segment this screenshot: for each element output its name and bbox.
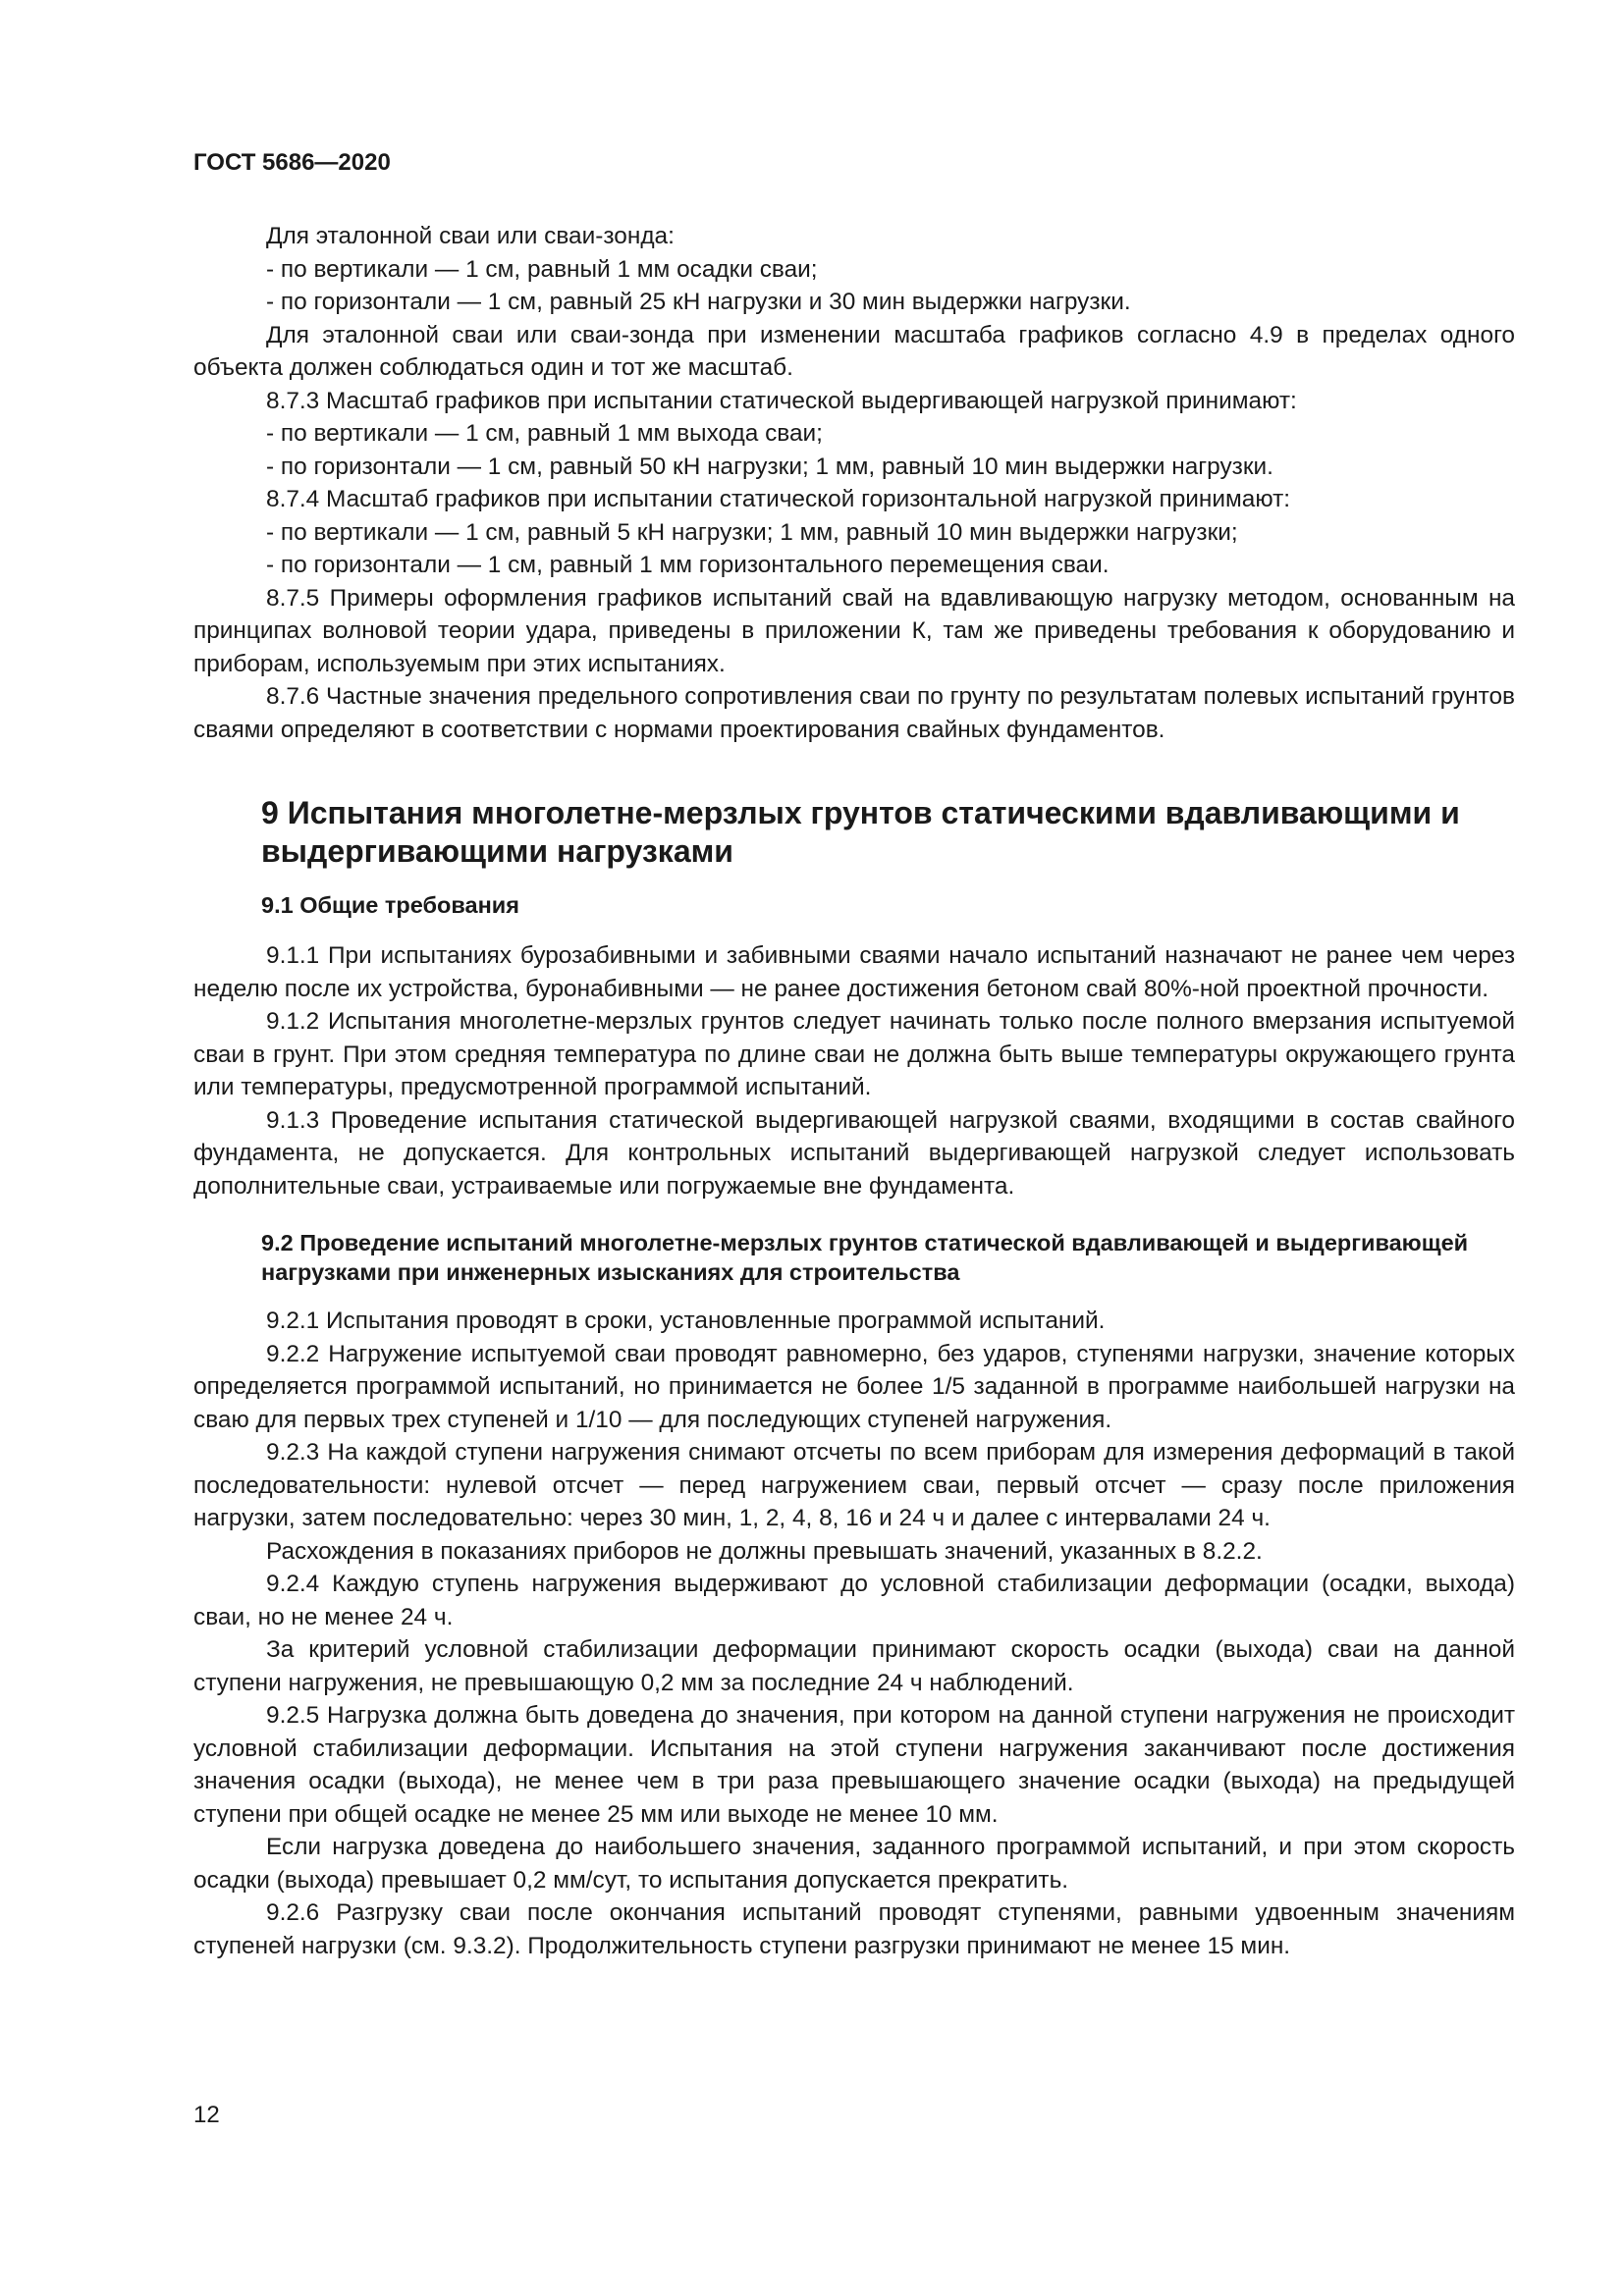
paragraph-scale-note: Для эталонной сваи или сваи-зонда при изменении масштаба графиков согласно 4.9 в пределах одного объекта должен соблюдаться один и тот же масштаб. (193, 321, 1515, 381)
list-item-vertical: - по вертикали — 1 см, равный 1 мм выхода сваи; (266, 420, 823, 447)
paragraph-9-2-6: 9.2.6 Разгрузку сваи после окончания испытаний проводят ступенями, равными удвоенным значениям ступеней нагрузки (см. 9.3.2). Продолжительность ступени разгрузки принимают не менее 15 мин. (193, 1899, 1515, 1959)
subsection-heading-9-2: 9.2 Проведение испытаний многолетне-мерзлых грунтов статической вдавливающей и выдергивающей нагрузками при инженерных изысканиях для строительства (261, 1230, 1469, 1285)
paragraph-9-2-4: 9.2.4 Каждую ступень нагружения выдерживают до условной стабилизации деформации (осадки, выхода) сваи, но не менее 24 ч. (193, 1571, 1515, 1630)
list-item-vertical: - по вертикали — 1 см, равный 1 мм осадки сваи; (266, 255, 818, 283)
paragraph-9-2-3-note: Расхождения в показаниях приборов не должны превышать значений, указанных в 8.2.2. (266, 1537, 1263, 1565)
paragraph-8-7-3: 8.7.3 Масштаб графиков при испытании статической выдергивающей нагрузкой принимают: (266, 387, 1297, 414)
paragraph-8-7-2-intro: Для эталонной сваи или сваи-зонда: (266, 223, 675, 249)
list-item-horizontal: - по горизонтали — 1 см, равный 50 кН нагрузки; 1 мм, равный 10 мин выдержки нагрузки. (266, 453, 1273, 480)
paragraph-9-1-1: 9.1.1 При испытаниях бурозабивными и забивными сваями начало испытаний назначают не ранее чем через неделю после их устройства, буронабивными — не ранее достижения бетоном свай 80%-ной проектной прочности. (193, 942, 1515, 1002)
document-body (193, 220, 1515, 1962)
paragraph-9-2-5: 9.2.5 Нагрузка должна быть доведена до значения, при котором на данной ступени нагружения не происходит условной стабилизации деформации. Испытания на этой ступени нагружения заканчивают после достижения значения осадки (выхода), не менее чем в три раза превышающего значение осадки (выхода) на предыдущей ступени при общей осадке не менее 25 мм или выходе не менее 10 мм. (193, 1702, 1515, 1828)
document-code-header: ГОСТ 5686—2020 (193, 149, 391, 176)
list-item-horizontal: - по горизонтали — 1 см, равный 25 кН нагрузки и 30 мин выдержки нагрузки. (266, 289, 1131, 315)
list-item-horizontal: - по горизонтали — 1 см, равный 1 мм горизонтального перемещения сваи. (266, 552, 1110, 578)
paragraph-9-2-3: 9.2.3 На каждой ступени нагружения снимают отсчеты по всем приборам для измерения деформаций в такой последовательности: нулевой отсчет — перед нагружением сваи, первый отсчет — сразу после приложения нагрузки, затем последовательно: через 30 мин, 1, 2, 4, 8, 16 и 24 ч и далее с интервалами 24 ч. (193, 1439, 1515, 1531)
paragraph-8-7-4: 8.7.4 Масштаб графиков при испытании статической горизонтальной нагрузкой принимают: (266, 486, 1291, 512)
list-item-vertical: - по вертикали — 1 см, равный 5 кН нагрузки; 1 мм, равный 10 мин выдержки нагрузки; (266, 518, 1238, 546)
paragraph-9-1-2: 9.1.2 Испытания многолетне-мерзлых грунтов следует начинать только после полного вмерзания испытуемой сваи в грунт. При этом средняя температура по длине сваи не должна быть выше температуры окружающего грунта или температуры, предусмотренной программой испытаний. (193, 1008, 1515, 1100)
paragraph-9-2-1: 9.2.1 Испытания проводят в сроки, установленные программой испытаний. (266, 1308, 1106, 1334)
subsection-heading-9-1: 9.1 Общие требования (261, 892, 519, 918)
paragraph-9-2-2: 9.2.2 Нагружение испытуемой сваи проводят равномерно, без ударов, ступенями нагрузки, значение которых определяется программой испытаний, но принимается не более 1/5 заданной в программе наибольшей нагрузки на сваю для первых трех ступеней и 1/10 — для последующих ступеней нагружения. (193, 1340, 1515, 1433)
page-number: 12 (193, 2102, 220, 2128)
paragraph-8-7-6: 8.7.6 Частные значения предельного сопротивления сваи по грунту по результатам полевых испытаний грунтов сваями определяют в соответствии с нормами проектирования свайных фундаментов. (193, 683, 1515, 743)
paragraph-9-1-3: 9.1.3 Проведение испытания статической выдергивающей нагрузкой сваями, входящими в состав свайного фундамента, не допускается. Для контрольных испытаний выдергивающей нагрузкой следует использовать дополнительные сваи, устраиваемые или погружаемые вне фундамента. (193, 1106, 1515, 1200)
paragraph-9-2-4-criterion: За критерий условной стабилизации деформации принимают скорость осадки (выхода) сваи на данной ступени нагружения, не превышающую 0,2 мм за последние 24 ч наблюдений. (193, 1636, 1515, 1696)
section-heading-9: 9 Испытания многолетне-мерзлых грунтов статическими вдавливающими и выдергивающими нагрузками (261, 795, 1460, 869)
paragraph-8-7-5: 8.7.5 Примеры оформления графиков испытаний свай на вдавливающую нагрузку методом, основанным на принципах волновой теории удара, приведены в приложении К, там же приведены требования к оборудованию и приборам, используемым при этих испытаниях. (193, 584, 1515, 677)
paragraph-9-2-5-note: Если нагрузка доведена до наибольшего значения, заданного программой испытаний, и при этом скорость осадки (выхода) превышает 0,2 мм/сут, то испытания допускается прекратить. (193, 1834, 1515, 1894)
